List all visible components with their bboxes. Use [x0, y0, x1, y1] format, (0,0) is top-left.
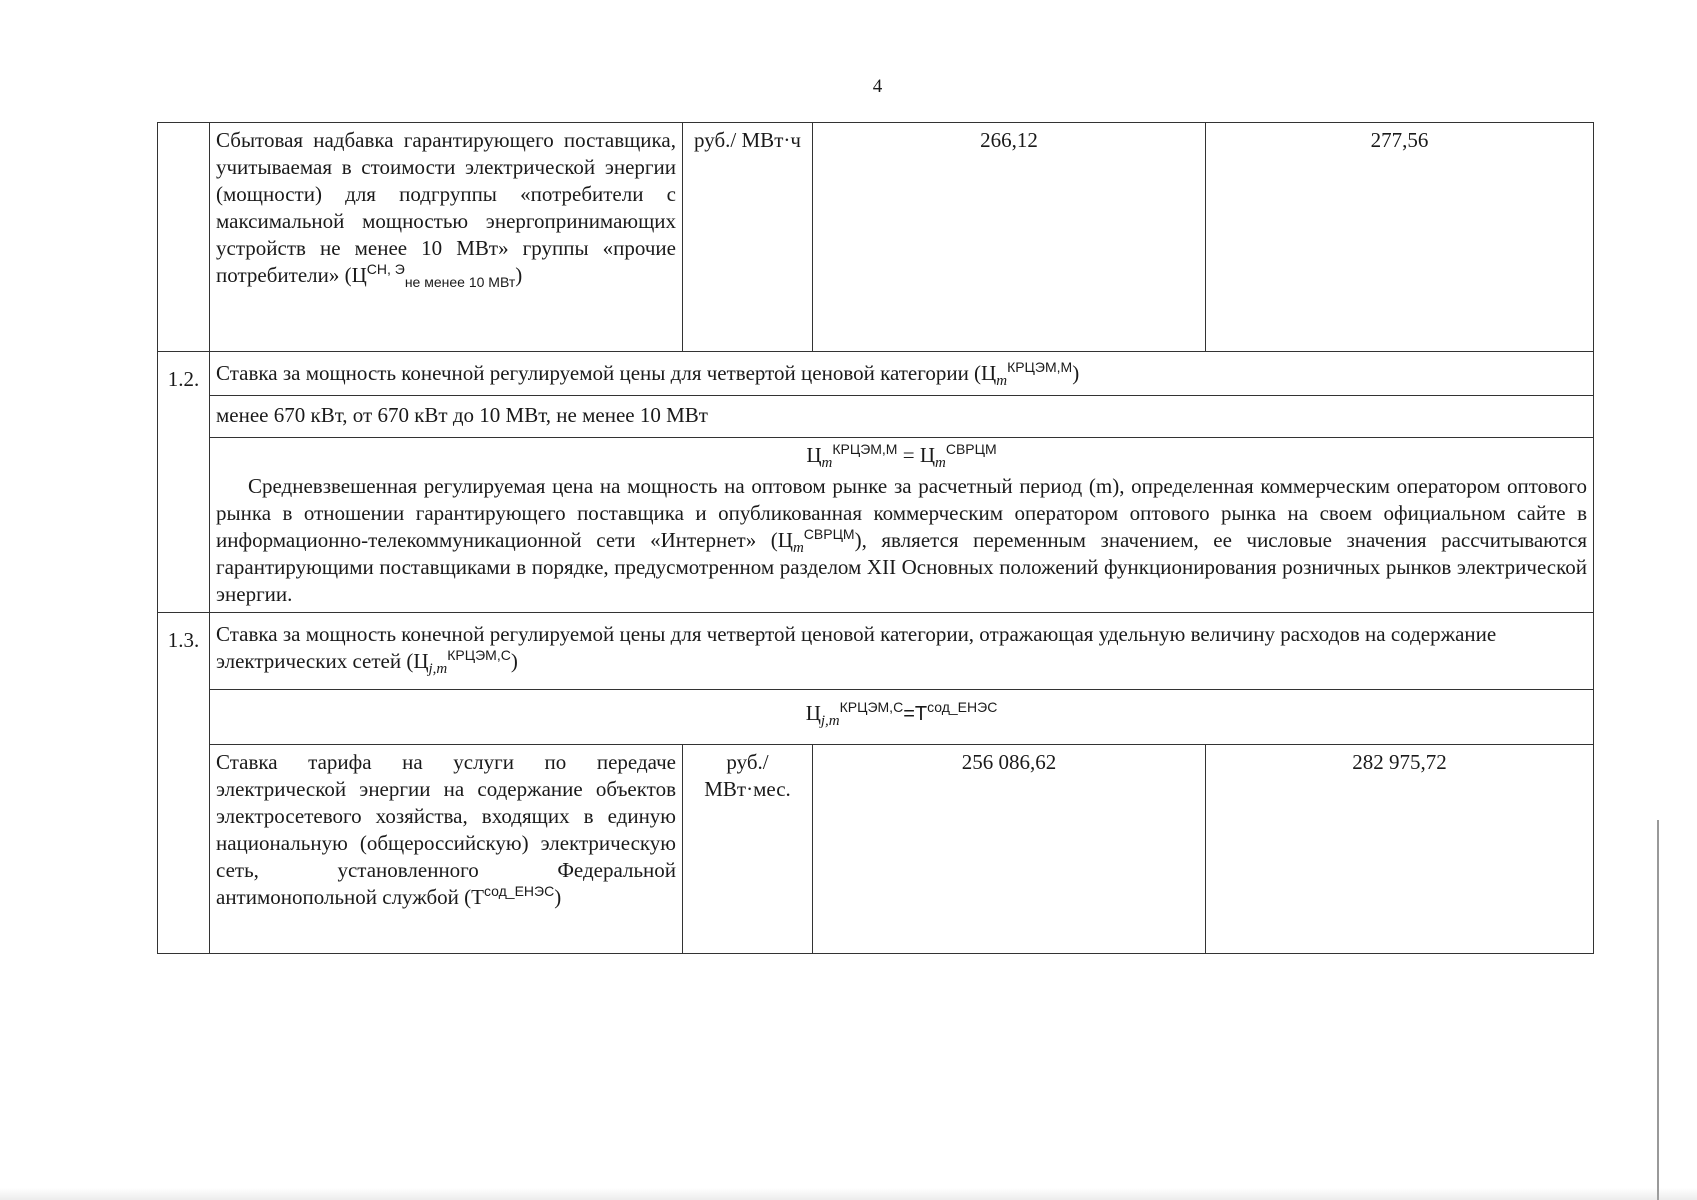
table-row: [158, 745, 1594, 954]
table-row: [158, 396, 1594, 438]
section-title: Ставка за мощность конечной регулируемой цены для четвертой ценовой категории $(Ц_m^{КРЦЭМ,М})$: [210, 352, 1594, 396]
row-value-2: 277,56: [1206, 123, 1594, 352]
row-unit: руб./ МВт·ч: [683, 123, 813, 352]
row-value-1: 256 086,62: [813, 745, 1206, 954]
explanation-paragraph: Средневзвешенная регулируемая цена на мощность на оптовом рынке за расчетный период (m), определенная коммерческим оператором оптового рынка в отношении гарантирующего поставщика и опубликованная коммерческим оператором оптового рынка на своем официальном сайте в информационно-телекоммуникационной сети «Интернет» $(Ц_m^{СВРЦМ})$, является переменным значением, ее числовые значения рассчитываются гарантирующими поставщиками в порядке, предусмотренном разделом XII Основных положений функционирования розничных рынков электрической энергии.: [216, 474, 1587, 606]
row-number: 1.2.: [167, 367, 200, 391]
row-description: Ставка тарифа на услуги по передаче электрической энергии на содержание объектов электросетевого хозяйства, входящих в единую национальную (общероссийскую) электрическую сеть, установленного Федеральной антимонопольной службой $(Т^{сод\_ЕНЭС})$: [210, 745, 683, 954]
formula: $Ц_m^{КРЦЭМ,М} = Ц_m^{СВРЦМ}$: [806, 441, 997, 472]
row-unit: руб./ МВт·мес.: [683, 745, 813, 954]
formula: $Ц_{j,m}^{КРЦЭМ,С}=Т^{сод\_ЕНЭС}$: [210, 690, 1594, 745]
tariff-table: [157, 122, 1594, 954]
row-description: Сбытовая надбавка гарантирующего поставщика, учитываемая в стоимости электрической энергии (мощности) для подгруппы «потребители с максимальной мощностью энергопринимающих устройств не менее 10 МВт» группы «прочие потребители» $(Ц^{СН, Э}_{не менее 10 МВт})$: [210, 123, 683, 352]
formula-subscript: не менее 10 МВт: [404, 274, 516, 291]
page-number: 4: [872, 76, 883, 97]
section-subtitle: менее 670 кВт, от 670 кВт до 10 МВт, не менее 10 МВт: [210, 396, 1594, 438]
table-row: [158, 123, 1594, 352]
row-number-cell: [158, 613, 210, 954]
scan-edge-line: [1657, 820, 1659, 1200]
row-value-1: 266,12: [813, 123, 1206, 352]
table-row: [158, 352, 1594, 396]
row-value-2: 282 975,72: [1206, 745, 1594, 954]
table-row: [158, 613, 1594, 690]
row-number-cell: [158, 352, 210, 613]
table-row: [158, 438, 1594, 613]
row-number: 1.3.: [167, 628, 200, 652]
row-number-cell: [158, 123, 210, 352]
formula-description-cell: [210, 438, 1594, 613]
scan-bottom-shade: [0, 1188, 1697, 1200]
formula-superscript: СН, Э: [366, 261, 405, 277]
section-title: Ставка за мощность конечной регулируемой цены для четвертой ценовой категории, отражающая удельную величину расходов на содержание электрических сетей $(Ц_{j,m}^{КРЦЭМ,С})$: [210, 613, 1594, 690]
table-row: [158, 690, 1594, 745]
